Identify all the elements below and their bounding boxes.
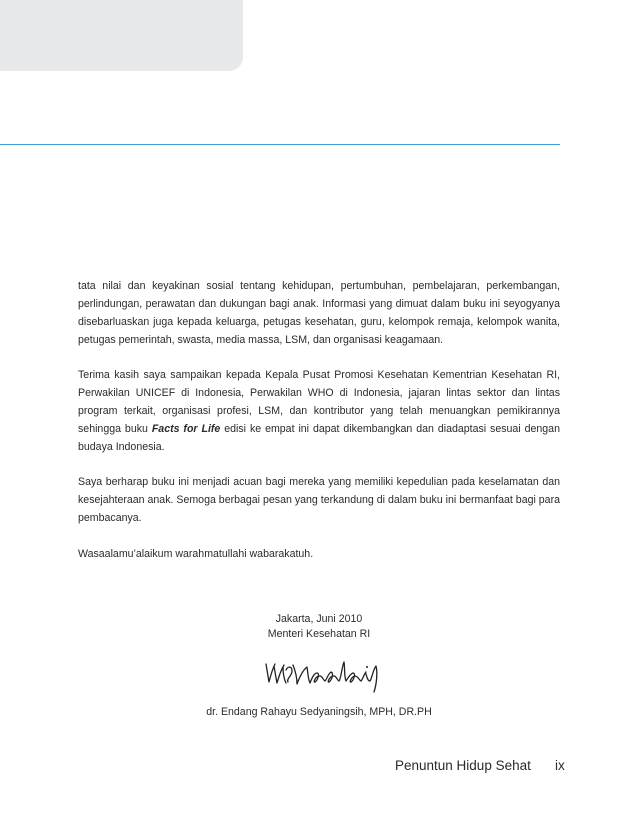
place-date: Jakarta, Juni 2010 (275, 613, 363, 625)
signer-name: dr. Endang Rahayu Sedyaningsih, MPH, DR.PH (206, 706, 432, 718)
paragraph-thanks-part2: edisi ke empat ini dapat dikembangkan dan diadaptasi sesuai dengan budaya Indonesia. (78, 422, 560, 453)
footer-book-title: Penuntun Hidup Sehat (395, 758, 531, 773)
signature (262, 656, 384, 696)
paragraph-hope: Saya berharap buku ini menjadi acuan bagi mereka yang memiliki kepedulian pada keselamatan dan kesejahteraan anak. Semoga berbagai pesan yang terkandung di dalam buku ini bermanfaat bagi para pembacanya. (78, 476, 560, 525)
paragraph-values: tata nilai dan keyakinan sosial tentang kehidupan, pertumbuhan, pembelajaran, perkembangan, perlindungan, perawatan dan dukungan bagi anak. Informasi yang dimuat dalam buku ini seyogyanya disebarluaskan juga kepada keluarga, petugas kesehatan, guru, kelompok remaja, kelompok wanita, petugas pemerintah, swasta, media massa, LSM, dan organisasi keagamaan. (78, 280, 560, 346)
page-number: ix (555, 758, 565, 773)
paragraph-thanks (78, 367, 560, 457)
book-title-italic: Facts for Life (151, 422, 221, 435)
body-text (78, 278, 560, 581)
position-title: Menteri Kesehatan RI (267, 628, 371, 640)
corner-tab (0, 0, 243, 71)
header-rule (0, 144, 560, 145)
paragraph-greeting: Wasaalamu’alaikum warahmatullahi wabarakatuh. (78, 547, 314, 560)
paragraph-thanks-part1: Terima kasih saya sampaikan kepada Kepala Pusat Promosi Kesehatan Kementrian Kesehatan RI, Perwakilan UNICEF di Indonesia, Perwakilan WHO di Indonesia, jajaran lintas sektor dan lintas program terkait, organisasi profesi, LSM, dan kontributor yang telah menuangkan pemikirannya sehingga buku (78, 369, 560, 435)
